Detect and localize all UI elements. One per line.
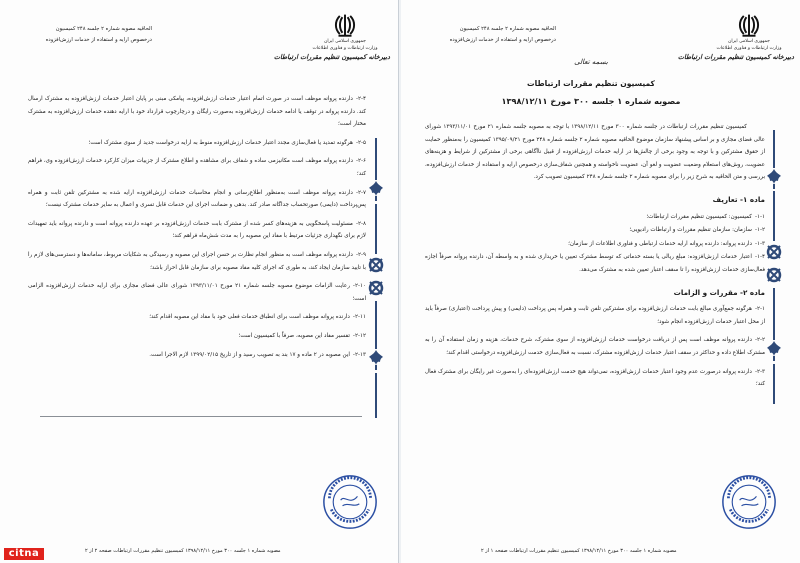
clause-text: دارنده پروانه موظف است مکانیزمی ساده و شفاف برای مشاهده و اطلاع مشترک از جزییات میزان کارکرد خدمات ارزش‌افزوده وی، فراهم کند؛	[28, 158, 366, 177]
header-note-line: درخصوص ارایه و استفاده از خدمات ارزش‌افزوده	[45, 37, 152, 43]
citna-logo: citna	[4, 548, 44, 560]
clause-number: ۲-۱۳-	[352, 351, 366, 358]
clause-number: ۱-۱-	[754, 213, 765, 220]
margin-rule	[375, 373, 377, 418]
clause-2-10	[28, 280, 366, 305]
margin-rule	[375, 204, 377, 254]
margin-rule	[773, 130, 775, 168]
knot-ornament-icon	[367, 277, 385, 299]
margin-rule	[773, 364, 775, 404]
clause-text: دارنده پروانه درصورت عدم وجود اعتبار خدمات ارزش‌افزوده، نمی‌تواند هیچ خدمت ارزش‌افزوده‌ای را به‌صورت غیر رایگان برای مشترک فعال کند؛	[425, 368, 765, 388]
margin-rule	[773, 288, 775, 340]
org-line-country: جمهوری اسلامی ایران	[728, 39, 770, 44]
knot-ornament-icon	[765, 264, 783, 286]
clause-2-9	[28, 249, 366, 274]
document-page-2	[0, 0, 399, 563]
fleur-ornament-icon	[765, 168, 783, 190]
clause-number: ۲-۷-	[355, 189, 366, 196]
clause-2-2	[425, 334, 765, 359]
knot-ornament-icon	[367, 254, 385, 276]
margin-rule	[375, 138, 377, 180]
section-end-rule	[40, 416, 362, 417]
clause-1-3	[425, 238, 765, 251]
header-note-line: الحاقیه مصوبه شماره ۲ جلسه ۲۴۸ کمیسیون	[55, 26, 152, 32]
clause-text: دارنده پروانه موظف است در صورت اتمام اعتبار خدمات ارزش‌افزوده، پیامکی مبنی بر پایان اعتبار خدمات ارزش‌افزوده به مشترک ارسال کند. دارنده پروانه در توقف یا ادامه خدمات ارزش‌افزوده به‌صورت رایگان و درچارچوب قرارداد خود با ارایه دهنده خدمات ارزش‌افزوده به مشترک مختار است؛	[28, 96, 366, 128]
clause-text: تفسیر مفاد این مصوبه، صرفاً با کمیسیون است؛	[238, 332, 350, 339]
official-seal-stamp	[322, 474, 378, 530]
clause-number: ۲-۳-	[754, 368, 765, 375]
clause-text: هرگونه تمدید یا فعال‌سازی مجدد اعتبار خدمات ارزش‌افزوده منوط به ارایه درخواست جدید از سوی مشترک است؛	[88, 139, 353, 146]
clause-number: ۲-۱۲-	[352, 332, 366, 339]
header-reference-note	[416, 24, 556, 46]
org-line-secretariat: دبیرخانه کمیسیون تنظیم مقررات ارتباطات	[677, 53, 794, 61]
clause-number: ۱-۳-	[754, 240, 765, 247]
clauses-continued	[28, 93, 366, 367]
header-note-line: الحاقیه مصوبه شماره ۲ جلسه ۲۴۸ کمیسیون	[459, 26, 556, 32]
header-note-line: درخصوص ارایه و استفاده از خدمات ارزش‌افزوده	[449, 37, 556, 43]
clause-2-8	[28, 218, 366, 243]
bismillah-heading: بسمه تعالی	[574, 58, 608, 66]
knot-ornament-icon	[765, 241, 783, 263]
clause-text: مسئولیت پاسخگویی به هزینه‌های کسر شده از مشترک بابت خدمات ارزش‌افزوده بر عهده دارنده پروانه است و دارنده پروانه باید تمهیدات لازم برای نگهداری جزئیات مرتبط با مفاد این مصوبه را به مدت شش‌ماه فراهم کند؛	[28, 220, 366, 240]
clause-2-4	[28, 93, 366, 131]
clause-text: دارنده پروانه موظف است برای انطباق خدمات فعلی خود با مفاد این مصوبه اقدام کند؛	[149, 314, 350, 321]
clause-number: ۲-۸-	[355, 220, 366, 227]
letterhead	[677, 12, 794, 62]
clause-text: دارنده پروانه موظف است به‌منظور اطلاع‌رسانی و انجام محاسبات خدمات ارزش‌افزوده ارایه شده به مشترکین تلفن ثابت و همراه پس‌پرداخت (دایمی) صورتحساب جداگانه صادر کند. بدهی و ضمانت اجرای این خدمات قابل تسری و اعمال به سایر خدمات مشترک نیست؛	[28, 189, 366, 209]
org-line-secretariat: دبیرخانه کمیسیون تنظیم مقررات ارتباطات	[273, 53, 390, 61]
clause-2-13	[28, 349, 366, 362]
clause-number: ۲-۱-	[754, 306, 765, 313]
document-title: کمیسیون تنظیم مقررات ارتباطات	[527, 79, 655, 88]
letterhead	[273, 12, 390, 62]
clause-2-11	[28, 311, 366, 324]
clause-number: ۲-۵-	[355, 139, 366, 146]
preamble-paragraph: کمیسیون تنظیم مقررات ارتباطات در جلسه شماره ۳۰۰ مورخ ۱۳۹۸/۱۲/۱۱ با توجه به مصوبه جلسه شماره ۲۱ مورخ ۱۳۹۳/۱۱/۰۱ شورای عالی فضای مجازی و بر اساس پیشنهاد سازمان موضوع الحاقیه مصوبه شماره ۲ جلسه شماره ۲۴۸ مورخ ۱۳۹۵/۰۹/۲۱ کمیسیون را به‌منظور حمایت از حقوق مشترکین و با توجه به وجود برخی از چالش‌ها در ارایه خدمات ارزش‌افزوده از قبیل ناآگاهی برخی از مشترکین از شرایط و هزینه‌های عضویت، روش‌های استعلام وضعیت عضویت و لغو آن، عضویت ناخواسته و همچنین شفاف‌سازی درخصوص ارایه و استفاده از خدمات ارزش‌افزوده، بررسی و متن الحاقیه به شرح زیر را برای مصوبه شماره ۲ جلسه شماره ۲۴۸ کمیسیون تصویب کرد.	[425, 124, 766, 181]
clause-1-2	[425, 224, 765, 237]
clause-2-7	[28, 187, 366, 212]
org-line-country: جمهوری اسلامی ایران	[324, 39, 366, 44]
clause-text: دارنده پروانه: دارنده پروانه ارایه خدمات ارتباطی و فناوری اطلاعات از سازمان؛	[568, 240, 752, 247]
header-reference-note	[12, 24, 152, 46]
clause-number: ۲-۴-	[355, 96, 366, 102]
margin-rule	[375, 301, 377, 349]
clause-2-6	[28, 155, 366, 180]
fleur-ornament-icon	[765, 340, 783, 362]
document-page-1	[401, 0, 800, 563]
org-line-ministry: وزارت ارتباطات و فناوری اطلاعات	[312, 46, 378, 51]
document-subtitle: مصوبه شماره ۱ جلسه ۳۰۰ مورخ ۱۳۹۸/۱۲/۱۱	[501, 96, 681, 106]
iran-emblem-icon	[332, 12, 358, 38]
clause-2-12	[28, 330, 366, 343]
clause-2-1	[425, 303, 765, 328]
section-1-heading: ماده ۱- تعاریف	[712, 194, 765, 204]
page-footer: مصوبه شماره ۱ جلسه ۳۰۰ مورخ ۱۳۹۸/۱۲/۱۱ کمیسیون تنظیم مقررات ارتباطات صفحه ۲ از ۲	[85, 548, 281, 554]
clause-text: اعتبار خدمات ارزش‌افزوده: مبلغ ریالی یا بسته خدماتی که توسط مشترک تعیین یا خریداری شده و به واسطه آن، دارنده پروانه صرفاً اجازه فعال‌سازی خدمات ارزش‌افزوده را تا سقف اعتبار تعیین شده به مشترک می‌دهد.	[425, 254, 765, 273]
iran-emblem-icon	[736, 12, 762, 38]
clause-number: ۱-۲-	[754, 227, 765, 234]
section-2-heading: ماده ۲- مقررات و الزامات	[673, 287, 765, 297]
clause-text: سازمان: سازمان تنظیم مقررات و ارتباطات رادیویی؛	[629, 227, 752, 234]
clause-number: ۲-۱۱-	[352, 314, 366, 321]
clause-2-3	[425, 366, 765, 391]
clause-text: هرگونه جمع‌آوری مبالغ بابت خدمات ارزش‌افزوده برای مشترکین تلفن ثابت و همراه پس پرداخت (دایمی) و پیش پرداخت (اعتباری) صرفاً باید از محل اعتبار خدمات ارزش‌افزوده انجام شود؛	[425, 306, 765, 325]
official-seal-stamp	[721, 474, 777, 530]
clause-number: ۲-۶-	[355, 158, 366, 165]
clause-text: این مصوبه در ۲ ماده و ۱۷ بند به تصویب رسید و از تاریخ ۱۳۹۹/۰۲/۱۵ لازم الاجرا است.	[149, 351, 350, 358]
clause-text: دارنده پروانه موظف است به منظور انجام نظارت بر حسن اجرای این مصوبه و رسیدگی به شکایات مربوط، سامانه‌ها و دسترسی‌های لازم را با تایید سازمان ایجاد کند، به طوری که اجرای کلیه مفاد مصوبه برای سازمان قابل احراز باشد؛	[28, 251, 366, 271]
document-body	[425, 121, 765, 397]
fleur-ornament-icon	[367, 180, 385, 202]
clause-2-5	[28, 137, 366, 150]
clause-text: دارنده پروانه موظف است پس از دریافت درخواست خدمات ارزش‌افزوده از سوی مشترک، شرح خدمات، هزینه و زمان استفاده آن را به مشترک اطلاع داده و حداکثر در سقف اعتبار خدمات ارزش‌افزوده مشترک، نسبت به فعال‌سازی خدمت ارزش‌افزوده درخواستی اقدام کند؛	[425, 337, 765, 356]
clause-number: ۲-۲-	[754, 337, 765, 344]
clause-1-4	[425, 251, 765, 276]
clause-number: ۲-۱۰-	[352, 283, 366, 290]
page-footer: مصوبه شماره ۱ جلسه ۳۰۰ مورخ ۱۳۹۸/۱۲/۱۱ کمیسیون تنظیم مقررات ارتباطات صفحه ۱ از ۲	[481, 548, 677, 554]
clause-number: ۲-۹-	[355, 251, 366, 258]
clause-text: رعایت الزامات موضوع مصوبه جلسه شماره ۲۱ مورخ ۱۳۹۳/۱۱/۰۱ شورای عالی فضای مجازی برای ارایه خدمات ارزش‌افزوده الزامی است؛	[28, 283, 366, 302]
margin-rule	[773, 191, 775, 241]
org-line-ministry: وزارت ارتباطات و فناوری اطلاعات	[716, 46, 782, 51]
fleur-ornament-icon	[367, 349, 385, 371]
clause-text: کمیسیون: کمیسیون تنظیم مقررات ارتباطات؛	[646, 213, 752, 220]
clause-number: ۱-۴-	[754, 254, 765, 261]
clause-1-1	[425, 211, 765, 224]
